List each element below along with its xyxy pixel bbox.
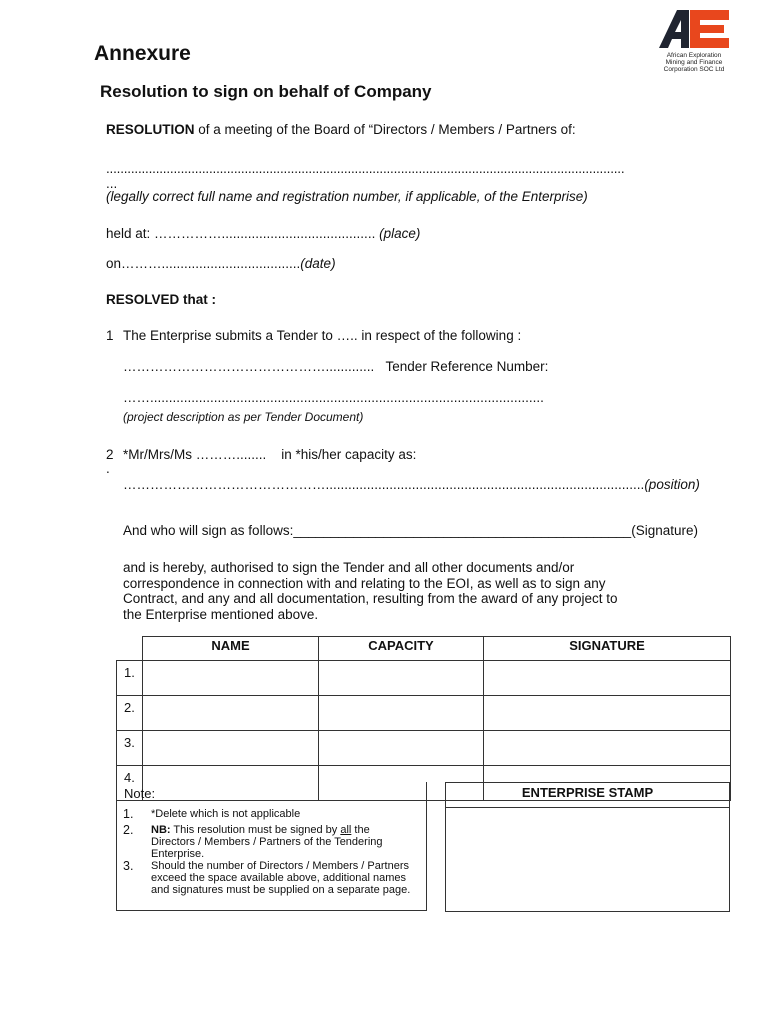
item-2-number: 2 — [106, 447, 114, 462]
notes-box: Note: 1. *Delete which is not applicable 2. NB: This resolution must be signed by all the Directors / Members / Partners of the Tendering Enterprise. 3. Should the number of Directors / Members / Partners exceed the space available above, additional names and signatures must be supplied on a separate page. — [116, 782, 427, 911]
name-cell[interactable] — [143, 731, 319, 766]
table-row — [117, 661, 731, 696]
date-field[interactable]: on……….....................................(date) — [106, 256, 336, 271]
item-1-number: 1 — [106, 328, 114, 343]
enterprise-name-hint: (legally correct full name and registration number, if applicable, of the Enterprise) — [106, 189, 588, 204]
item-1-text: The Enterprise submits a Tender to ….. in respect of the following : — [123, 328, 522, 343]
row-number: 3. — [117, 731, 143, 766]
enterprise-name-blank-cont: ... — [106, 176, 118, 191]
table-row — [117, 731, 731, 766]
name-cell[interactable] — [143, 696, 319, 731]
held-at-field[interactable]: held at: ……………......................................... (place) — [106, 226, 421, 241]
signature-column-header: SIGNATURE — [484, 637, 731, 661]
enterprise-stamp-title: ENTERPRISE STAMP — [521, 785, 654, 800]
project-description-hint: (project description as per Tender Document) — [123, 410, 364, 424]
stray-dot: . — [106, 461, 110, 476]
document-subtitle: Resolution to sign on behalf of Company — [100, 82, 432, 101]
name-column-header: NAME — [143, 637, 319, 661]
signatories-table — [116, 636, 731, 801]
table-header-row — [117, 637, 731, 661]
stamp-divider — [446, 807, 729, 808]
tender-reference-field[interactable]: ………………………………………............. Tender Reference Number: — [123, 359, 549, 374]
signatory-name-field[interactable]: *Mr/Mrs/Ms ………........ in *his/her capacity as: — [123, 447, 417, 462]
resolved-that-heading: RESOLVED that : — [106, 292, 217, 307]
signature-field[interactable]: And who will sign as follows:_____________________________________________(Signature) — [123, 523, 698, 538]
page-title: Annexure — [94, 42, 191, 65]
notes-title: Note: — [124, 786, 156, 801]
row-number: 4. — [117, 766, 143, 801]
enterprise-stamp-box[interactable] — [445, 782, 730, 912]
capacity-cell[interactable] — [319, 731, 484, 766]
authorisation-paragraph: and is hereby, authorised to sign the Tender and all other documents and/or correspondence in connection with and relating to the EOI, as well as to sign any Contract, and any and all documentation, resulting from the award of any project to the Enterprise mentioned above. — [123, 560, 618, 622]
logo-mark-icon — [656, 8, 732, 50]
project-description-blank[interactable]: ……......................................................................................................... — [123, 390, 544, 405]
signature-cell[interactable] — [484, 696, 731, 731]
row-number: 1. — [117, 661, 143, 696]
table-row — [117, 696, 731, 731]
resolution-line: RESOLUTION of a meeting of the Board of “Directors / Members / Partners of: — [106, 122, 576, 137]
position-field[interactable]: ……………………………………….....................................................................................(position) — [123, 477, 700, 492]
name-cell[interactable] — [143, 661, 319, 696]
company-logo — [656, 8, 732, 73]
signature-cell[interactable] — [484, 731, 731, 766]
capacity-column-header: CAPACITY — [319, 637, 484, 661]
capacity-cell[interactable] — [319, 661, 484, 696]
logo-company-name: African Exploration Mining and Finance Corporation SOC Ltd — [663, 52, 725, 73]
capacity-cell[interactable] — [319, 696, 484, 731]
enterprise-name-blank[interactable]: .................................................................................................................................................. — [106, 161, 625, 176]
signature-cell[interactable] — [484, 661, 731, 696]
row-number: 2. — [117, 696, 143, 731]
